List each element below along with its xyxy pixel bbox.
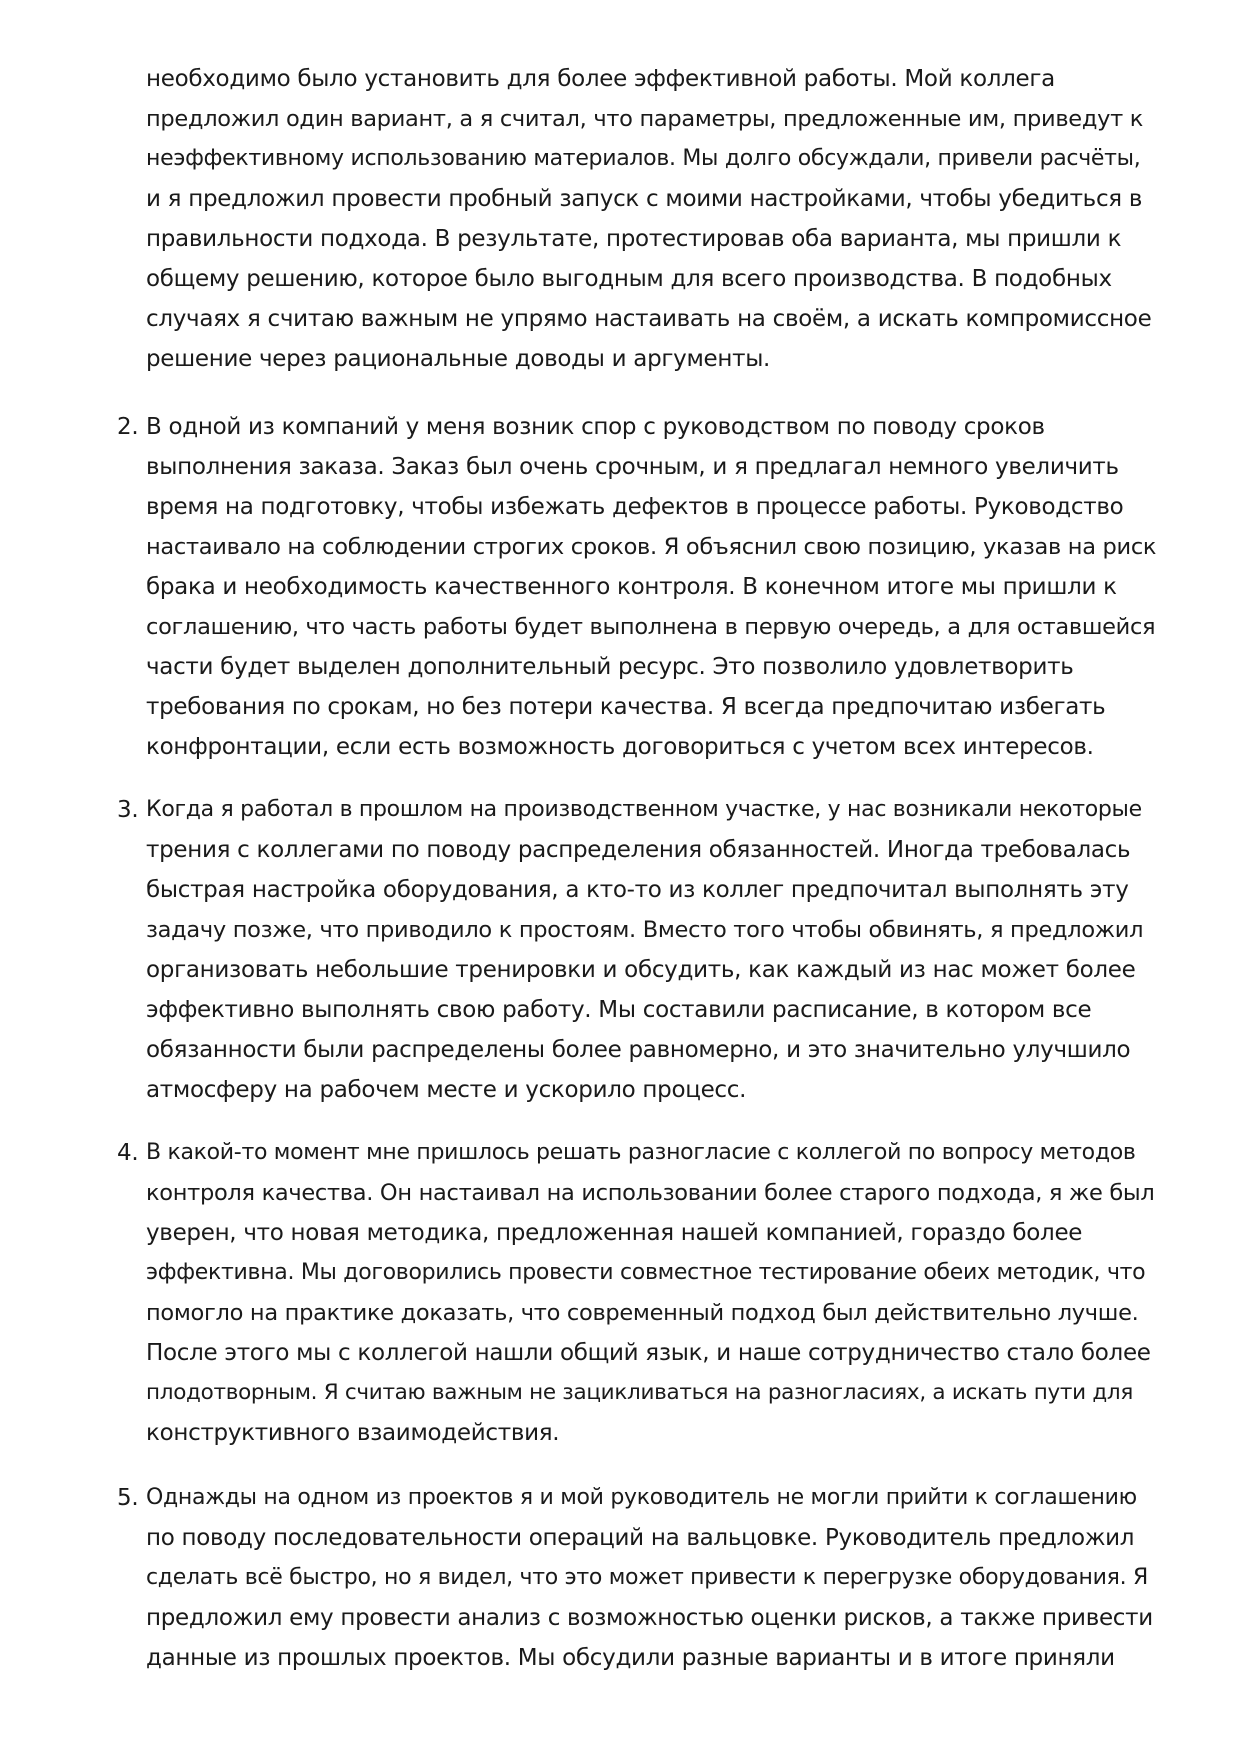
text-line: эффективна. Мы договорились провести совместное тестирование обеих методик, что [146, 1260, 1146, 1285]
text-line: данные из прошлых проектов. Мы обсудили разные варианты и в итоге приняли [146, 1645, 1115, 1671]
text-line: решение через рациональные доводы и аргументы. [146, 346, 771, 372]
text-line: В одной из компаний у меня возник спор с руководством по поводу сроков [146, 414, 1045, 440]
text-line: требования по срокам, но без потери качества. Я всегда предпочитаю избегать [146, 694, 1106, 720]
text-line: предложил один вариант, а я считал, что параметры, предложенные им, приведут к [146, 106, 1144, 132]
text-line: В какой-то момент мне пришлось решать разногласие с коллегой по вопросу методов [146, 1140, 1136, 1165]
text-line: плодотворным. Я считаю важным не зацикливаться на разногласиях, а искать пути для [146, 1380, 1133, 1405]
text-line: конфронтации, если есть возможность договориться с учетом всех интересов. [146, 734, 1094, 760]
text-line: предложил ему провести анализ с возможностью оценки рисков, а также привести [146, 1605, 1153, 1631]
text-line: контроля качества. Он настаивал на использовании более старого подхода, я же был [146, 1180, 1155, 1206]
text-line: общему решению, которое было выгодным для всего производства. В подобных [146, 266, 1112, 292]
text-line: атмосферу на рабочем месте и ускорило процесс. [146, 1077, 747, 1103]
text-line: выполнения заказа. Заказ был очень срочным, и я предлагал немного увеличить [146, 454, 1119, 480]
text-line: быстрая настройка оборудования, а кто-то из коллег предпочитал выполнять эту [146, 877, 1129, 903]
list-item-number: 2. [117, 414, 139, 440]
text-line: правильности подхода. В результате, протестировав оба варианта, мы пришли к [146, 226, 1122, 252]
text-line: настаивало на соблюдении строгих сроков. Я объяснил свою позицию, указав на риск [146, 534, 1157, 560]
text-line: Когда я работал в прошлом на производственном участке, у нас возникали некоторые [146, 797, 1142, 822]
text-line: обязанности были распределены более равномерно, и это значительно улучшило [146, 1037, 1131, 1063]
text-line: части будет выделен дополнительный ресурс. Это позволило удовлетворить [146, 654, 1074, 680]
continuation-paragraph [146, 59, 1156, 379]
text-line: задачу позже, что приводило к простоям. Вместо того чтобы обвинять, я предложил [146, 917, 1144, 943]
list-item-4-text [146, 1133, 1156, 1453]
text-line: уверен, что новая методика, предложенная нашей компанией, гораздо более [146, 1220, 1083, 1246]
text-line: случаях я считаю важным не упрямо настаивать на своём, а искать компромиссное [146, 306, 1152, 332]
text-line: время на подготовку, чтобы избежать дефектов в процессе работы. Руководство [146, 494, 1124, 520]
list-item-3-text [146, 790, 1156, 1110]
text-line: по поводу последовательности операций на вальцовке. Руководитель предложил [146, 1525, 1135, 1551]
text-line: неэффективному использованию материалов. Мы долго обсуждали, привели расчёты, [146, 146, 1141, 171]
text-line: помогло на практике доказать, что современный подход был действительно лучше. [146, 1300, 1139, 1326]
text-line: организовать небольшие тренировки и обсудить, как каждый из нас может более [146, 957, 1136, 983]
text-line: После этого мы с коллегой нашли общий язык, и наше сотрудничество стало более [146, 1340, 1151, 1366]
text-line: Однажды на одном из проектов я и мой руководитель не могли прийти к соглашению [146, 1485, 1137, 1510]
list-item-2-text [146, 407, 1156, 767]
text-line: конструктивного взаимодействия. [146, 1420, 560, 1446]
list-item-number: 5. [117, 1485, 139, 1511]
text-line: необходимо было установить для более эффективной работы. Мой коллега [146, 66, 1055, 92]
text-line: эффективно выполнять свою работу. Мы составили расписание, в котором все [146, 997, 1092, 1023]
text-line: брака и необходимость качественного контроля. В конечном итоге мы пришли к [146, 574, 1117, 600]
text-line: соглашению, что часть работы будет выполнена в первую очередь, а для оставшейся [146, 614, 1156, 640]
text-line: и я предложил провести пробный запуск с моими настройками, чтобы убедиться в [146, 186, 1143, 212]
list-item-5-text [146, 1478, 1156, 1678]
text-line: трения с коллегами по поводу распределения обязанностей. Иногда требовалась [146, 837, 1131, 863]
list-item-number: 4. [117, 1140, 139, 1166]
list-item-number: 3. [117, 797, 139, 823]
text-line: сделать всё быстро, но я видел, что это может привести к перегрузке оборудования. Я [146, 1565, 1148, 1590]
